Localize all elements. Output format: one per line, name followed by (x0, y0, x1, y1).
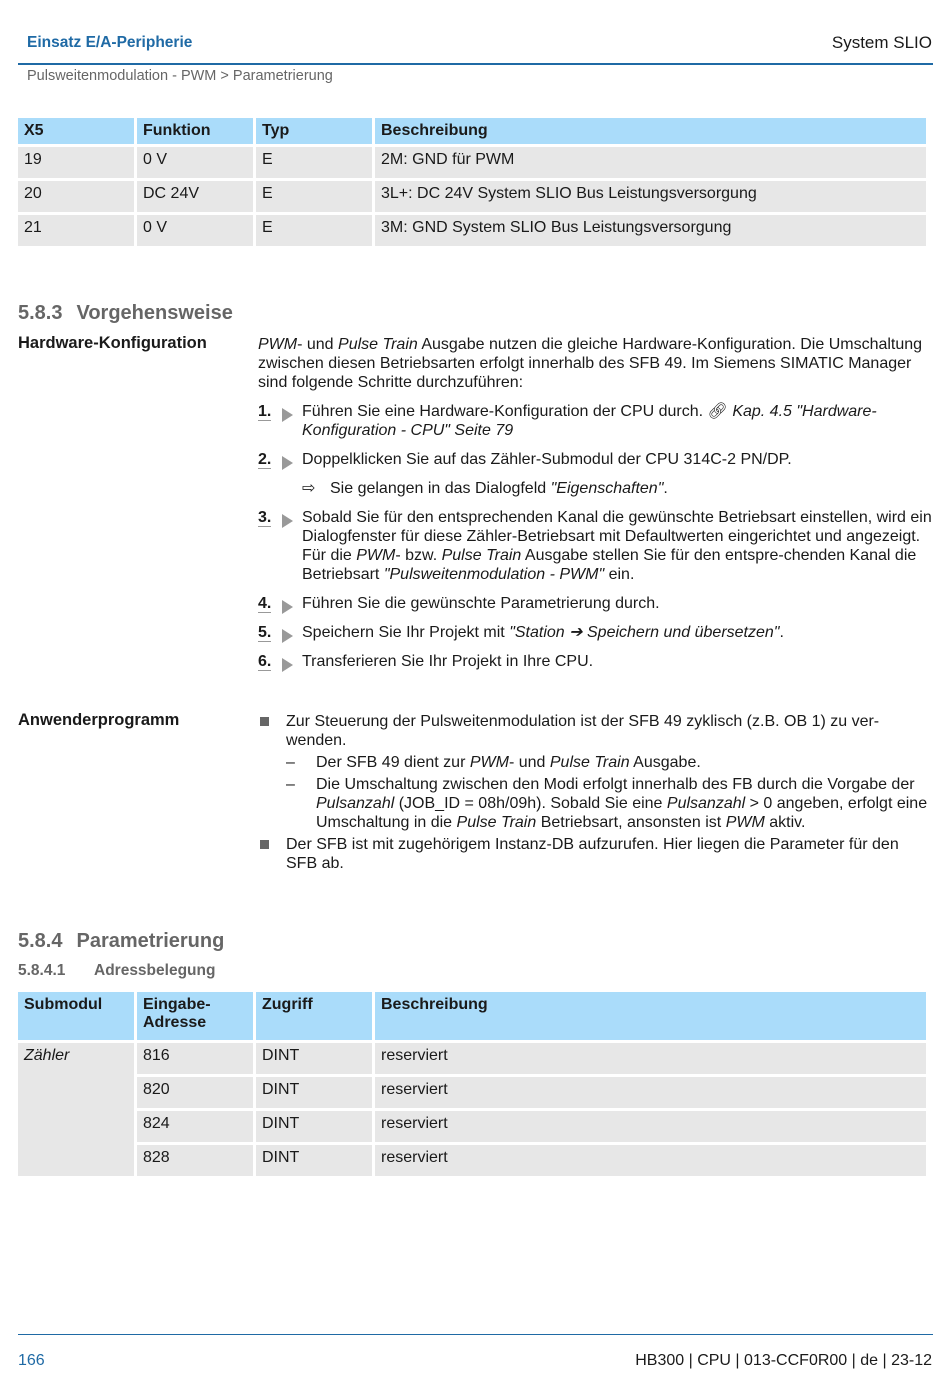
header-section-title: Einsatz E/A-Peripherie (27, 34, 193, 51)
step-4: 4. Führen Sie die gewünschte Parametrierung durch. (258, 595, 660, 612)
table-row (18, 1043, 926, 1074)
table-cell: E (256, 181, 372, 212)
step-arrow-icon (282, 658, 293, 672)
side-label-hardware: Hardware-Konfiguration (18, 334, 207, 352)
step-arrow-icon (282, 408, 293, 422)
section-heading-584 (18, 930, 224, 953)
table-row (18, 1077, 926, 1108)
header-divider (18, 63, 933, 65)
table-header-cell: Funktion (137, 118, 253, 144)
section-title: Parametrierung (76, 930, 225, 952)
table-header-row (18, 118, 926, 144)
table-cell: DINT (256, 1145, 372, 1176)
link-icon: 🔗︎ (707, 403, 728, 420)
step-arrow-icon (282, 456, 293, 470)
table-cell: E (256, 147, 372, 178)
breadcrumb: Pulsweitenmodulation - PWM > Parametrierung (27, 68, 333, 84)
side-label-anwenderprogramm: Anwenderprogramm (18, 711, 180, 729)
step-1: 1. Führen Sie eine Hardware-Konfiguration der CPU durch. 🔗︎ Kap. 4.5 "Hardware-Konfiguration - CPU" Seite 79 (258, 403, 877, 439)
pin-table (15, 115, 929, 249)
table-row (18, 147, 926, 178)
table-cell: 2M: GND für PWM (375, 147, 926, 178)
result-arrow-icon: ⇨ (302, 480, 316, 497)
step-number: 1. (258, 403, 272, 420)
table-cell-submodul: Zähler (18, 1043, 134, 1176)
table-row (18, 215, 926, 246)
subsection-title: Adressbelegung (94, 962, 216, 979)
section-heading-583 (18, 302, 233, 325)
step-2: 2. Doppelklicken Sie auf das Zähler-Submodul der CPU 314C-2 PN/DP. (258, 451, 792, 468)
table-header-cell: X5 (18, 118, 134, 144)
table-header-row (18, 992, 926, 1040)
subsection-number: 5.8.4.1 (18, 962, 66, 979)
header-line: Eingabe- (143, 996, 211, 1013)
page-number: 166 (18, 1352, 45, 1369)
step-number: 3. (258, 509, 272, 526)
table-cell: 828 (137, 1145, 253, 1176)
address-table (15, 989, 929, 1179)
table-header-cell: Typ (256, 118, 372, 144)
anwender-body (258, 712, 934, 873)
table-header-cell: Beschreibung (375, 992, 926, 1040)
table-cell: DINT (256, 1043, 372, 1074)
table-cell: reserviert (375, 1077, 926, 1108)
step-number: 5. (258, 624, 272, 641)
bullet-square-icon (260, 840, 269, 849)
table-header-cell (137, 992, 253, 1040)
bullet-item: Der SFB ist mit zugehörigem Instanz-DB aufzurufen. Hier liegen die Parameter für den SFB ab. (258, 835, 934, 873)
table-cell: 0 V (137, 215, 253, 246)
step-arrow-icon (282, 629, 293, 643)
table-cell: DINT (256, 1111, 372, 1142)
section-number: 5.8.4 (18, 930, 63, 952)
section-title: Vorgehensweise (76, 302, 233, 324)
dash-item: – Die Umschaltung zwischen den Modi erfolgt innerhalb des FB durch die Vorgabe der Pulsanzahl (JOB_ID = 08h/09h). Sobald Sie eine Pulsanzahl > 0 angeben, erfolgt eine Umschaltung in die Pulse Train Betriebsart, ansonsten ist PWM aktiv. (286, 776, 928, 831)
table-cell: reserviert (375, 1043, 926, 1074)
table-cell: reserviert (375, 1145, 926, 1176)
step-number: 6. (258, 653, 272, 670)
header-product: System SLIO (831, 33, 932, 52)
procedure-intro: PWM- und Pulse Train Ausgabe nutzen die gleiche Hardware-Konfiguration. Die Umschaltung zwischen diesen Betriebsarten erfolgt innerhalb des SFB 49. Im Siemens SIMATIC Manager sind folgende Schritte durchzuführen: (258, 336, 923, 391)
table-cell: 816 (137, 1043, 253, 1074)
bullet-square-icon (260, 717, 269, 726)
table-cell: 3M: GND System SLIO Bus Leistungsversorgung (375, 215, 926, 246)
table-row (18, 181, 926, 212)
dash-icon: – (286, 776, 295, 793)
procedure-body (258, 335, 934, 671)
table-header-cell: Beschreibung (375, 118, 926, 144)
table-row (18, 1145, 926, 1176)
chapter-link[interactable]: Kap. 4.5 "Hardware-Konfiguration - CPU" Seite 79 (302, 403, 877, 439)
dash-icon: – (286, 754, 295, 771)
table-cell: 20 (18, 181, 134, 212)
step-3: 3. Sobald Sie für den entsprechenden Kanal die gewünschte Betriebsart einstellen, wird ein Dialogfenster für diese Zähler-Betriebsart mit Defaultwerten eingerichtet und angezeigt. Für die PWM- bzw. Pulse Train Ausgabe stellen Sie für den entspre-chenden Kanal die Betriebsart "Pulsweitenmodulation - PWM" ein. (258, 509, 932, 583)
table-header-cell: Submodul (18, 992, 134, 1040)
document-id: HB300 | CPU | 013-CCF0R00 | de | 23-12 (635, 1352, 932, 1369)
step-result: ⇨ Sie gelangen in das Dialogfeld "Eigenschaften". (302, 480, 668, 497)
table-header-cell: Zugriff (256, 992, 372, 1040)
table-cell: 19 (18, 147, 134, 178)
subsection-heading (18, 962, 215, 980)
table-cell: 21 (18, 215, 134, 246)
section-number: 5.8.3 (18, 302, 63, 324)
step-5: 5. Speichern Sie Ihr Projekt mit "Station ➔ Speichern und übersetzen". (258, 624, 784, 641)
step-arrow-icon (282, 600, 293, 614)
step-number: 4. (258, 595, 272, 612)
footer-divider (18, 1334, 933, 1335)
table-cell: E (256, 215, 372, 246)
table-cell: reserviert (375, 1111, 926, 1142)
table-cell: 824 (137, 1111, 253, 1142)
step-arrow-icon (282, 514, 293, 528)
bullet-item: Zur Steuerung der Pulsweitenmodulation ist der SFB 49 zyklisch (z.B. OB 1) zu ver-wenden. (258, 712, 934, 750)
table-cell: 820 (137, 1077, 253, 1108)
dash-item: – Der SFB 49 dient zur PWM- und Pulse Train Ausgabe. (286, 754, 701, 771)
header-line: Adresse (143, 1014, 207, 1031)
step-6: 6. Transferieren Sie Ihr Projekt in Ihre CPU. (258, 653, 594, 670)
table-cell: 0 V (137, 147, 253, 178)
table-cell: DINT (256, 1077, 372, 1108)
table-row (18, 1111, 926, 1142)
table-cell: DC 24V (137, 181, 253, 212)
table-cell: 3L+: DC 24V System SLIO Bus Leistungsversorgung (375, 181, 926, 212)
step-number: 2. (258, 451, 272, 468)
